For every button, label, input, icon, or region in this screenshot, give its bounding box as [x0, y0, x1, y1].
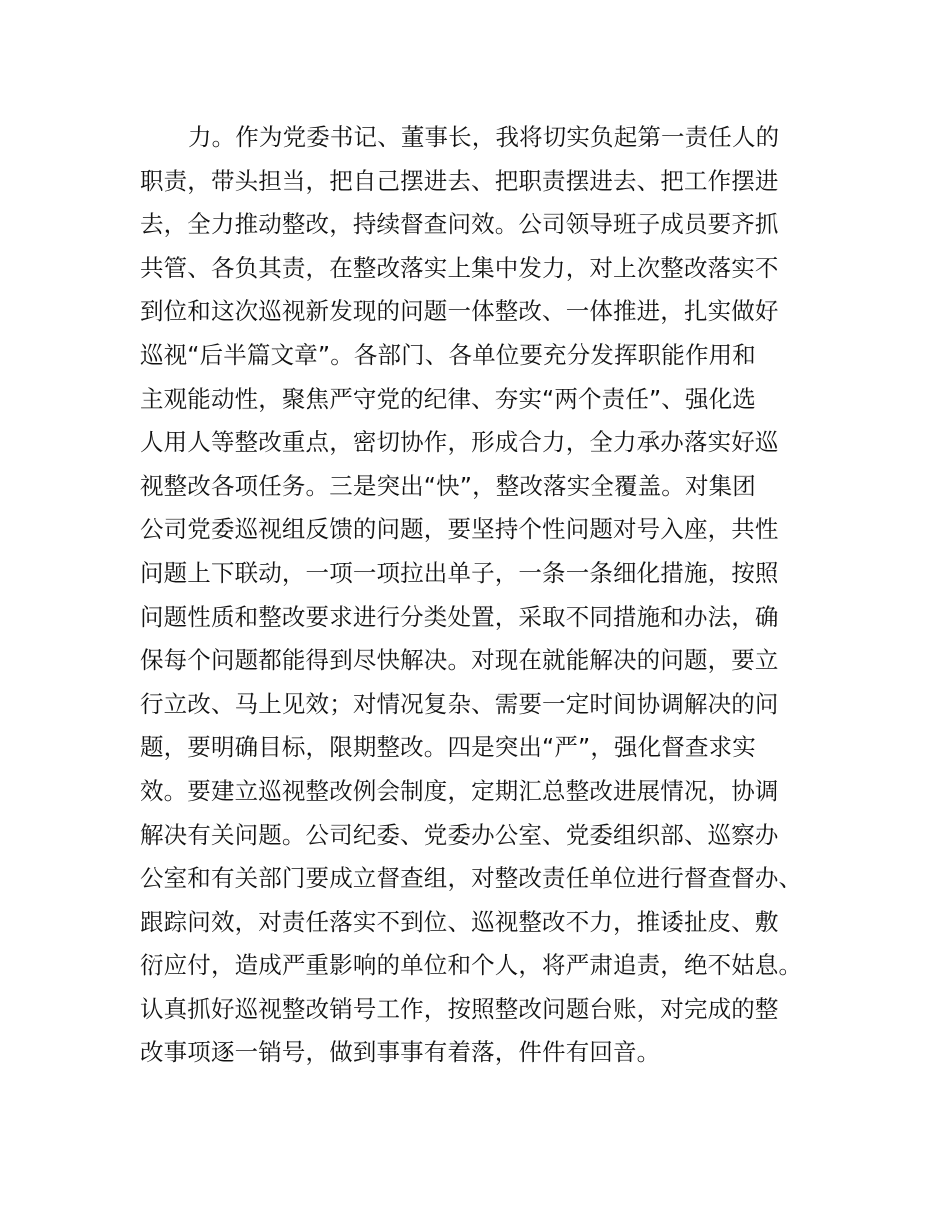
text-line: 人用人等整改重点，密切协作，形成合力，全力承办落实好巡 [140, 428, 779, 457]
text-line: 认真抓好巡视整改销号工作，按照整改问题台账，对完成的整 [140, 994, 779, 1023]
text-line: 公司党委巡视组反馈的问题，要坚持个性问题对号入座，共性 [140, 515, 779, 544]
text-line: 跟踪问效，对责任落实不到位、巡视整改不力，推诿扯皮、敷 [140, 907, 779, 936]
text-line: 题，要明确目标，限期整改。四是突出“严”，强化督查求实 [140, 733, 756, 762]
text-line: 保每个问题都能得到尽快解决。对现在就能解决的问题，要立 [140, 646, 779, 675]
text-line: 职责，带头担当，把自己摆进去、把职责摆进去、把工作摆进 [140, 166, 779, 195]
text-line: 衍应付，造成严重影响的单位和个人，将严肃追责，绝不姑息。 [140, 951, 803, 980]
text-line: 主观能动性，聚焦严守党的纪律、夯实“两个责任”、强化选 [140, 384, 756, 413]
text-line: 力。作为党委书记、董事长，我将切实负起第一责任人的 [188, 123, 780, 151]
text-line: 问题性质和整改要求进行分类处置，采取不同措施和办法，确 [140, 602, 779, 631]
body-text [140, 116, 820, 1075]
text-line: 共管、各负其责，在整改落实上集中发力，对上次整改落实不 [140, 253, 779, 282]
text-line: 行立改、马上见效；对情况复杂、需要一定时间协调解决的问 [140, 689, 779, 718]
text-line: 问题上下联动，一项一项拉出单子，一条一条细化措施，按照 [140, 558, 779, 587]
text-line: 去，全力推动整改，持续督查问效。公司领导班子成员要齐抓 [140, 210, 779, 239]
text-line: 解决有关问题。公司纪委、党委办公室、党委组织部、巡察办 [140, 820, 779, 849]
text-line: 巡视“后半篇文章”。各部门、各单位要充分发挥职能作用和 [140, 340, 756, 369]
text-line: 到位和这次巡视新发现的问题一体整改、一体推进，扎实做好 [140, 297, 779, 326]
text-line: 公室和有关部门要成立督查组，对整改责任单位进行督查督办、 [140, 864, 803, 893]
text-line: 效。要建立巡视整改例会制度，定期汇总整改进展情况，协调 [140, 776, 779, 805]
text-line: 改事项逐一销号，做到事事有着落，件件有回音。 [140, 1038, 661, 1067]
text-line: 视整改各项任务。三是突出“快”，整改落实全覆盖。对集团 [140, 471, 756, 500]
